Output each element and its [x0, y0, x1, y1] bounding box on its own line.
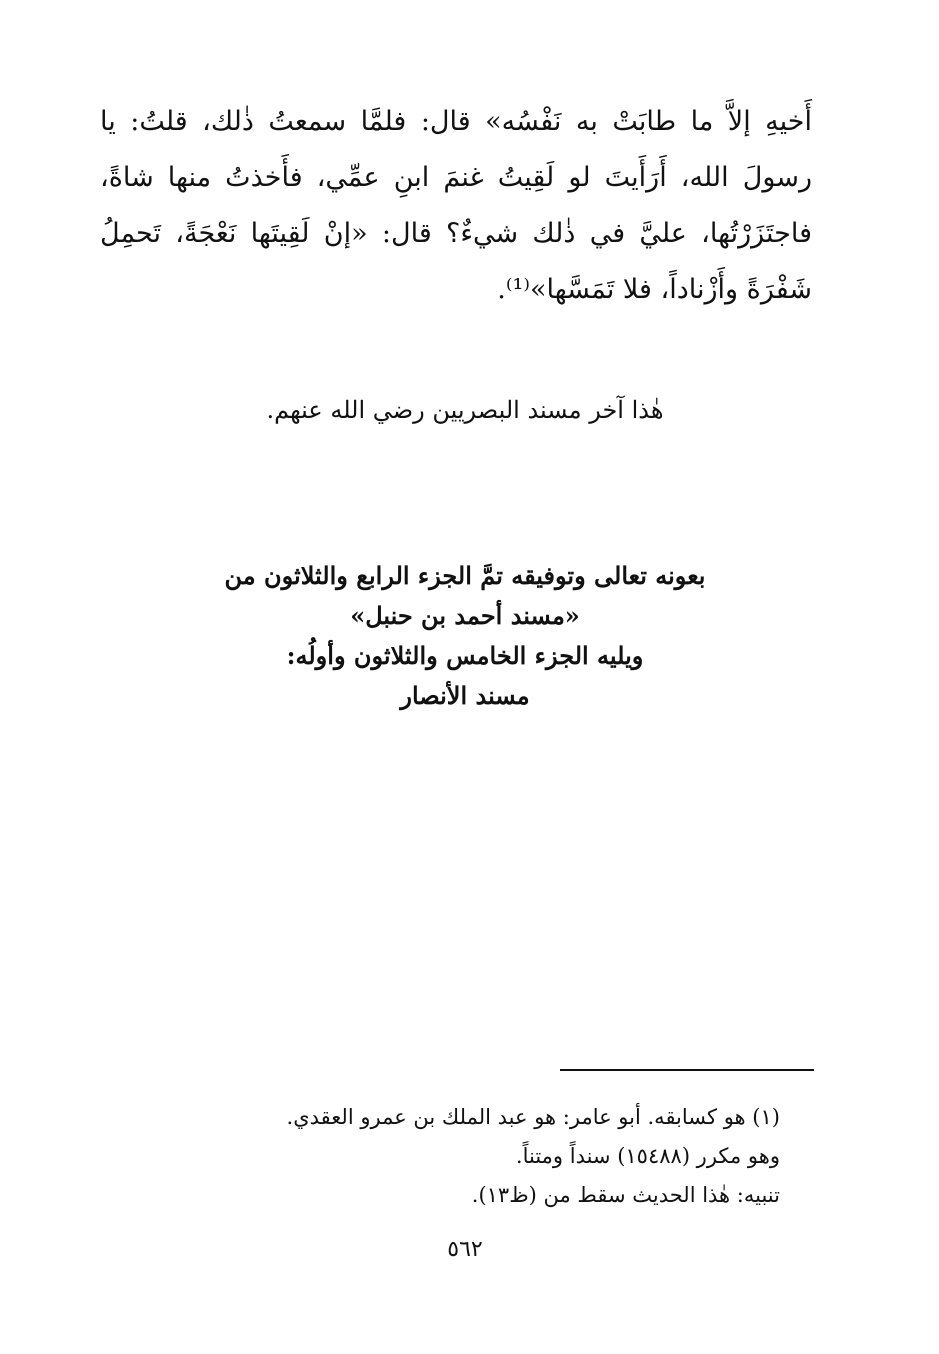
- colophon: [100, 556, 830, 716]
- colophon-line: ويليه الجزء الخامس والثلاثون وأولُه:: [286, 641, 644, 670]
- main-text-line: شَفْرَةً وأَزْناداً، فلا تَمَسَّها»⁽¹⁾.: [497, 274, 812, 305]
- colophon-line: مسند الأنصار: [400, 681, 530, 710]
- main-text-line: رسولَ الله، أَرَأَيتَ لو لَقِيتُ غنمَ ابنِ عمِّي، فأَخذتُ منها شاةً،: [100, 162, 812, 193]
- footnote-line: تنبيه: هٰذا الحديث سقط من (ظ١٣).: [471, 1183, 780, 1207]
- footnote-line: (١) هو كسابقه. أبو عامر: هو عبد الملك بن عمرو العقدي.: [286, 1105, 780, 1129]
- main-text-line: أَخيهِ إلاَّ ما طابَتْ به نَفْسُه» قال: فلمَّا سمعتُ ذٰلك، قلتُ: يا: [100, 106, 812, 137]
- colophon-line: بعونه تعالى وتوفيقه تمَّ الجزء الرابع والثلاثون من: [224, 561, 706, 590]
- footnote-divider: [560, 1069, 814, 1071]
- colophon-line: «مسند أحمد بن حنبل»: [350, 601, 580, 630]
- main-text-line: فاجتَزَرْتُها، عليَّ في ذٰلك شيءٌ؟ قال: «إنْ لَقِيتَها نَعْجَةً، تَحمِلُ: [100, 218, 812, 249]
- footnotes: [200, 1098, 780, 1215]
- footnote-line: وهو مكرر (١٥٤٨٨) سنداً ومتناً.: [515, 1144, 780, 1168]
- closing-note: هٰذا آخر مسند البصريين رضي الله عنهم.: [266, 396, 664, 424]
- page-number: ٥٦٢: [447, 1237, 483, 1262]
- main-text-block: [100, 94, 812, 318]
